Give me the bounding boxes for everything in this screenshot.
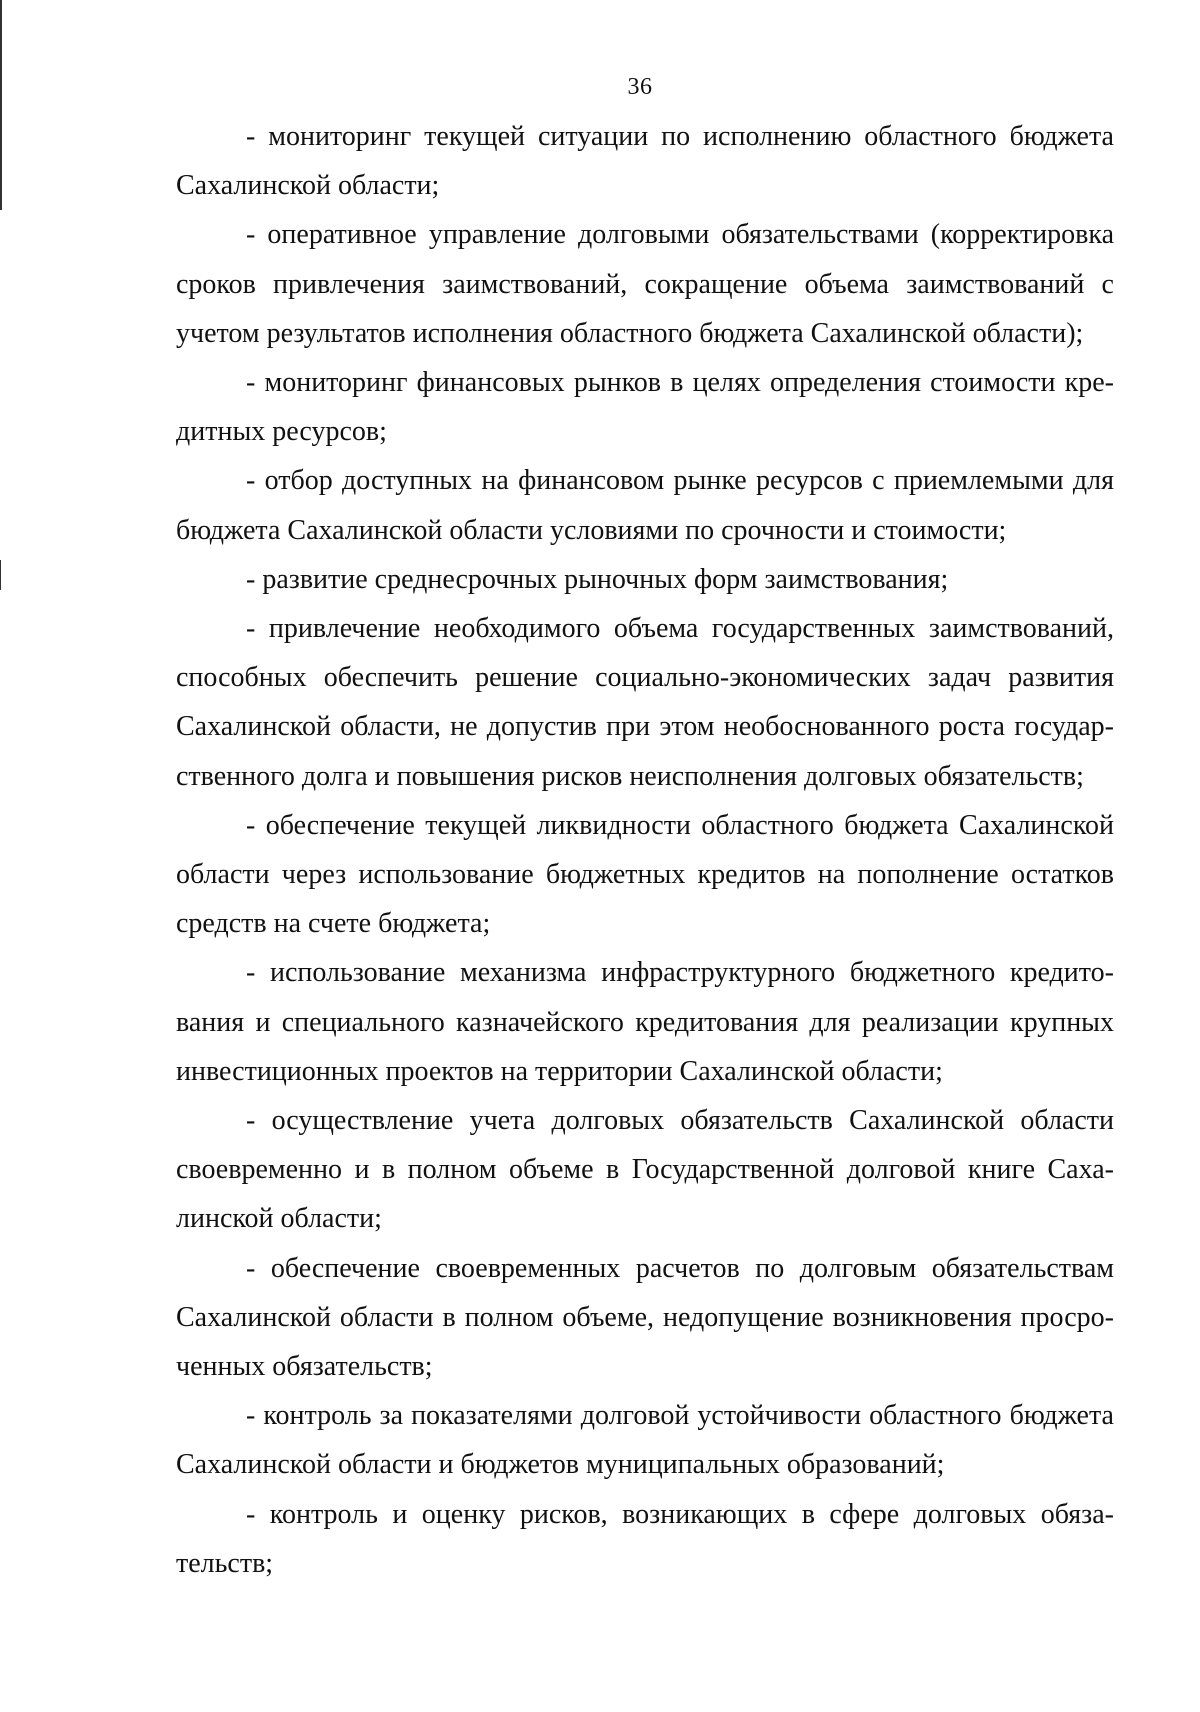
list-item: - привлечение необходимого объема государственных заимствований, способных обеспечить решение социально-экономических задач развития Сахалинской области, не допустив при этом необоснованного роста государственного долга и повышения рисков неисполнения долговых обязательств;: [176, 613, 1114, 792]
list-item: - обеспечение текущей ликвидности областного бюджета Сахалинской области через использование бюджетных кредитов на пополнение остатков средств на счете бюджета;: [176, 809, 1114, 940]
list-item: - контроль за показателями долговой устойчивости областного бюджета Сахалинской области и бюджетов муниципальных образований;: [176, 1400, 1114, 1481]
page-number: 36: [627, 74, 653, 100]
scan-edge-mark: [0, 560, 1, 590]
body-text: [176, 112, 1114, 1588]
list-item: - отбор доступных на финансовом рынке ресурсов с приемлемыми для бюджета Сахалинской области условиями по срочности и стоимости;: [176, 465, 1114, 546]
list-item: - контроль и оценку рисков, возникающих в сфере долговых обязательств;: [176, 1498, 1114, 1579]
list-item: - развитие среднесрочных рыночных форм заимствования;: [246, 563, 949, 595]
list-item: - мониторинг финансовых рынков в целях определения стоимости кредитных ресурсов;: [176, 367, 1114, 448]
list-item: - оперативное управление долговыми обязательствами (корректировка сроков привлечения заимствований, сокращение объема заимствований с учетом результатов исполнения областного бюджета Сахалинской области);: [176, 219, 1114, 349]
scan-edge-line: [0, 0, 2, 210]
list-item: - использование механизма инфраструктурного бюджетного кредитования и специального казначейского кредитования для реализации крупных инвестиционных проектов на территории Сахалинской области;: [176, 957, 1114, 1087]
list-item: - обеспечение своевременных расчетов по долговым обязательствам Сахалинской области в полном объеме, недопущение возникновения просроченных обязательств;: [176, 1252, 1114, 1383]
list-item: - осуществление учета долговых обязательств Сахалинской области своевременно и в полном объеме в Государственной долговой книге Сахалинской области;: [176, 1105, 1114, 1235]
list-item: - мониторинг текущей ситуации по исполнению областного бюджета Сахалинской области;: [176, 121, 1114, 202]
